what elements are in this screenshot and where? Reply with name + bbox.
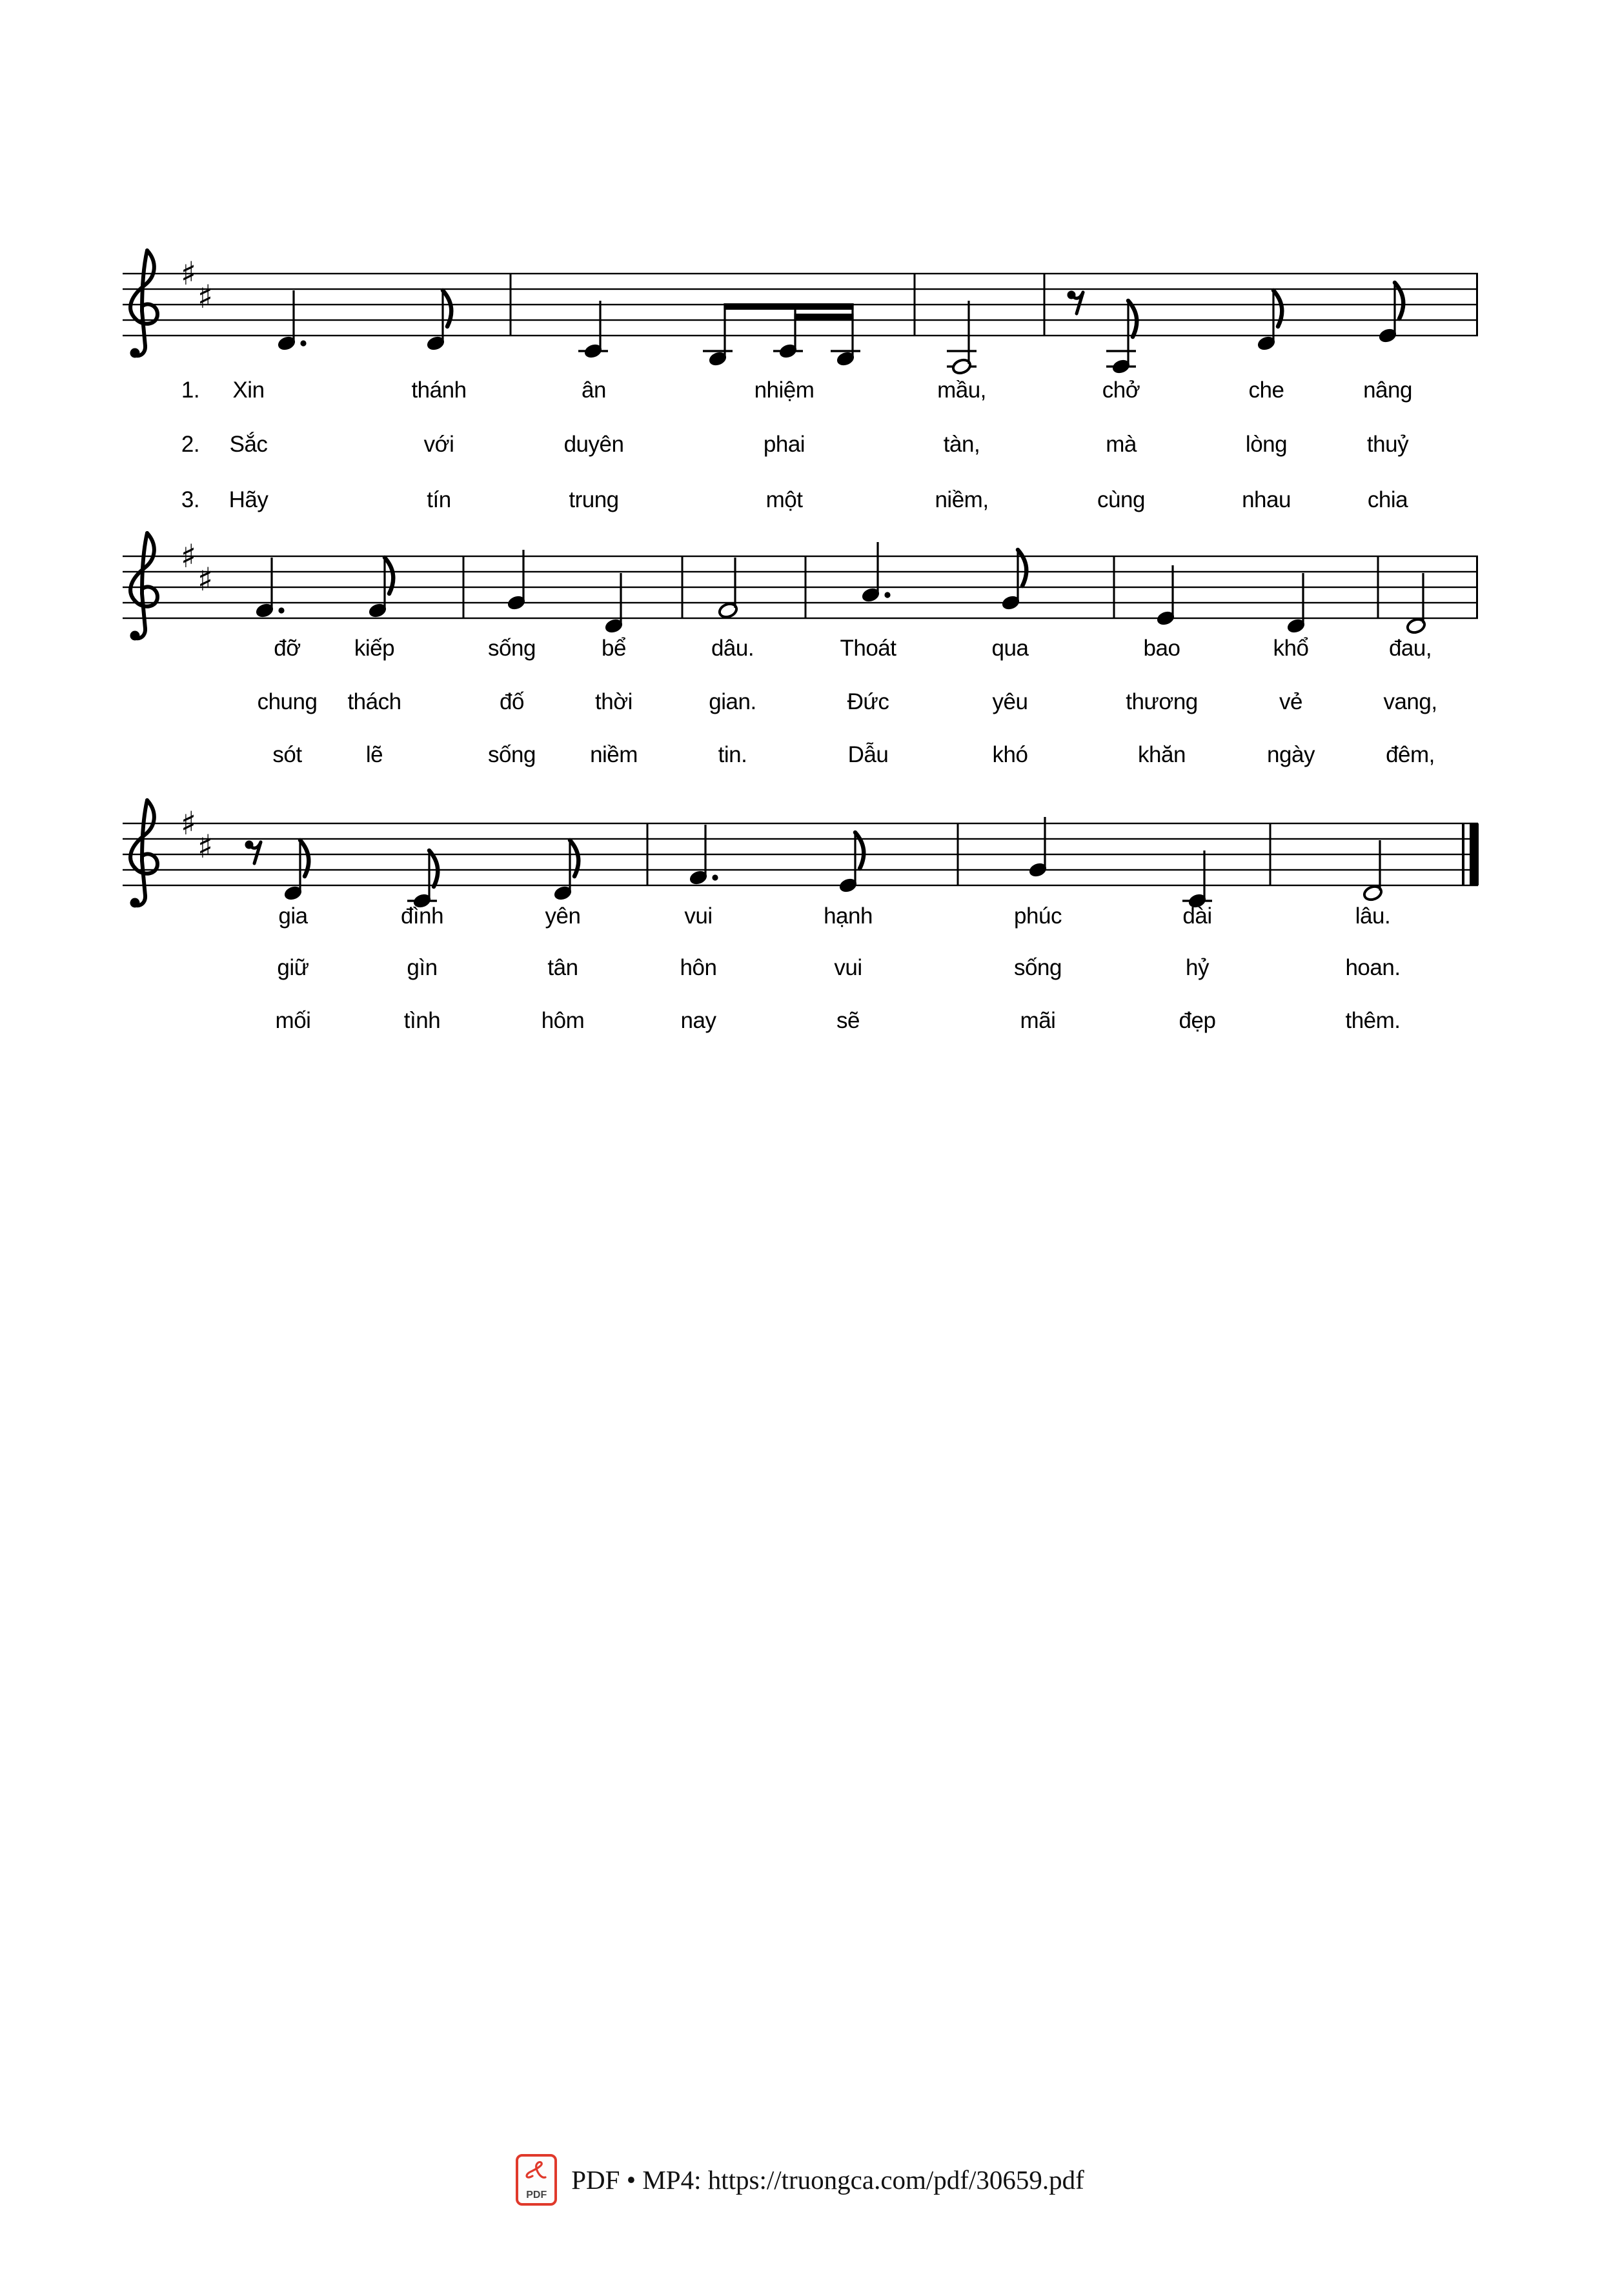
lyric-syllable: niềm, [935, 487, 989, 512]
lyric-syllable: nâng [1363, 378, 1412, 403]
lyric-syllable: Xin [232, 378, 265, 403]
lyric-syllable: với [423, 432, 454, 457]
staff-system [123, 250, 1478, 376]
lyric-syllable: nhiệm [754, 378, 815, 403]
lyric-syllable: dâu. [711, 636, 754, 661]
sharp-sign: ♯ [180, 538, 197, 575]
lyric-syllable: bao [1143, 636, 1180, 661]
lyric-syllable: chở [1102, 378, 1140, 403]
lyric-syllable: bể [602, 636, 626, 661]
lyric-syllable: kiếp [354, 636, 395, 661]
lyric-syllable: mầu, [937, 378, 986, 403]
lyric-syllable: phúc [1014, 903, 1062, 929]
lyric-syllable: Hãy [228, 487, 268, 512]
verse-number: 2. [181, 432, 200, 457]
lyric-syllable: đỡ [274, 636, 301, 661]
pdf-icon-label: PDF [526, 2190, 547, 2200]
lyric-syllable: vẻ [1279, 689, 1302, 714]
footer-link[interactable]: PDF • MP4: https://truongca.com/pdf/30659.pdf [571, 2165, 1084, 2195]
lyric-syllable: mãi [1020, 1008, 1056, 1033]
lyric-syllable: sống [1014, 955, 1062, 980]
lyric-syllable: niềm [590, 742, 638, 767]
lyric-syllable: tin. [718, 742, 747, 767]
lyric-syllable: vui [684, 903, 713, 929]
sharp-sign: ♯ [180, 805, 197, 842]
lyric-syllable: vui [834, 955, 862, 980]
lyric-syllable: đau, [1388, 636, 1432, 661]
lyric-syllable: ân [582, 378, 606, 403]
staff-system [123, 533, 1478, 641]
sharp-sign: ♯ [197, 278, 214, 316]
lyric-syllable: tín [427, 487, 451, 512]
lyric-syllable: đình [400, 903, 444, 929]
lyric-syllable: thách [347, 689, 401, 714]
lyric-syllable: yêu [992, 689, 1028, 714]
lyric-syllable: mối [275, 1008, 311, 1033]
lyric-syllable: hạnh [824, 903, 873, 929]
lyric-syllable: cùng [1097, 487, 1145, 512]
lyric-syllable: hôn [680, 955, 717, 980]
lyric-syllable: sống [488, 742, 536, 767]
footer [0, 2154, 1600, 2206]
lyric-syllable: Đức [847, 689, 889, 714]
lyric-syllable: trung [569, 487, 619, 512]
lyric-syllable: qua [991, 636, 1029, 661]
pdf-file-icon[interactable] [516, 2154, 557, 2206]
lyric-syllable: khó [992, 742, 1028, 767]
lyric-syllable: chung [257, 689, 318, 714]
lyric-syllable: dài [1182, 903, 1212, 929]
lyric-syllable: đẹp [1179, 1008, 1216, 1033]
sharp-sign: ♯ [197, 828, 214, 865]
staff-system [123, 800, 1479, 910]
lyric-syllable: Thoát [840, 636, 896, 661]
verse-number: 1. [181, 378, 200, 403]
lyric-syllable: tân [547, 955, 578, 980]
lyric-syllable: nay [680, 1008, 716, 1033]
lyric-syllable: một [765, 487, 803, 512]
lyric-syllable: lâu. [1355, 903, 1391, 929]
sharp-sign: ♯ [180, 255, 197, 292]
lyric-syllable: gian. [709, 689, 756, 714]
lyric-syllable: tàn, [943, 432, 980, 457]
verse-number: 3. [181, 487, 200, 512]
lyric-syllable: vang, [1383, 689, 1437, 714]
lyric-syllable: giữ [277, 955, 309, 980]
acrobat-squiggle-icon [523, 2160, 549, 2184]
lyric-syllable: Dẫu [847, 742, 889, 767]
lyric-syllable: gia [278, 903, 308, 929]
lyric-syllable: hoan. [1345, 955, 1401, 980]
lyric-syllable: phai [763, 432, 805, 457]
lyric-syllable: đố [500, 689, 524, 714]
lyric-syllable: thương [1126, 689, 1198, 714]
lyric-syllable: chia [1367, 487, 1408, 512]
lyric-syllable: lẽ [365, 742, 383, 767]
lyric-syllable: gìn [407, 955, 438, 980]
lyric-syllable: khăn [1138, 742, 1186, 767]
lyric-syllable: hỷ [1186, 955, 1209, 980]
lyric-syllable: nhau [1242, 487, 1291, 512]
lyric-syllable: đêm, [1386, 742, 1435, 767]
lyric-syllable: tình [403, 1008, 441, 1033]
lyric-syllable: hôm [541, 1008, 585, 1033]
lyric-syllable: sống [488, 636, 536, 661]
lyric-syllable: duyên [563, 432, 624, 457]
lyric-syllable: thời [595, 689, 633, 714]
lyric-syllable: thánh [411, 378, 467, 403]
lyric-syllable: yên [545, 903, 581, 929]
lyric-syllable: sót [272, 742, 302, 767]
lyric-syllable: mà [1106, 432, 1137, 457]
lyric-syllable: ngày [1267, 742, 1315, 767]
sharp-sign: ♯ [197, 561, 214, 598]
lyric-syllable: thuỷ [1366, 432, 1409, 457]
lyric-syllable: thêm. [1345, 1008, 1401, 1033]
lyric-syllable: khổ [1273, 636, 1309, 661]
lyric-syllable: Sắc [229, 432, 268, 457]
lyric-syllable: lòng [1245, 432, 1288, 457]
lyric-syllable: che [1248, 378, 1284, 403]
lyric-syllable: sẽ [836, 1008, 860, 1033]
